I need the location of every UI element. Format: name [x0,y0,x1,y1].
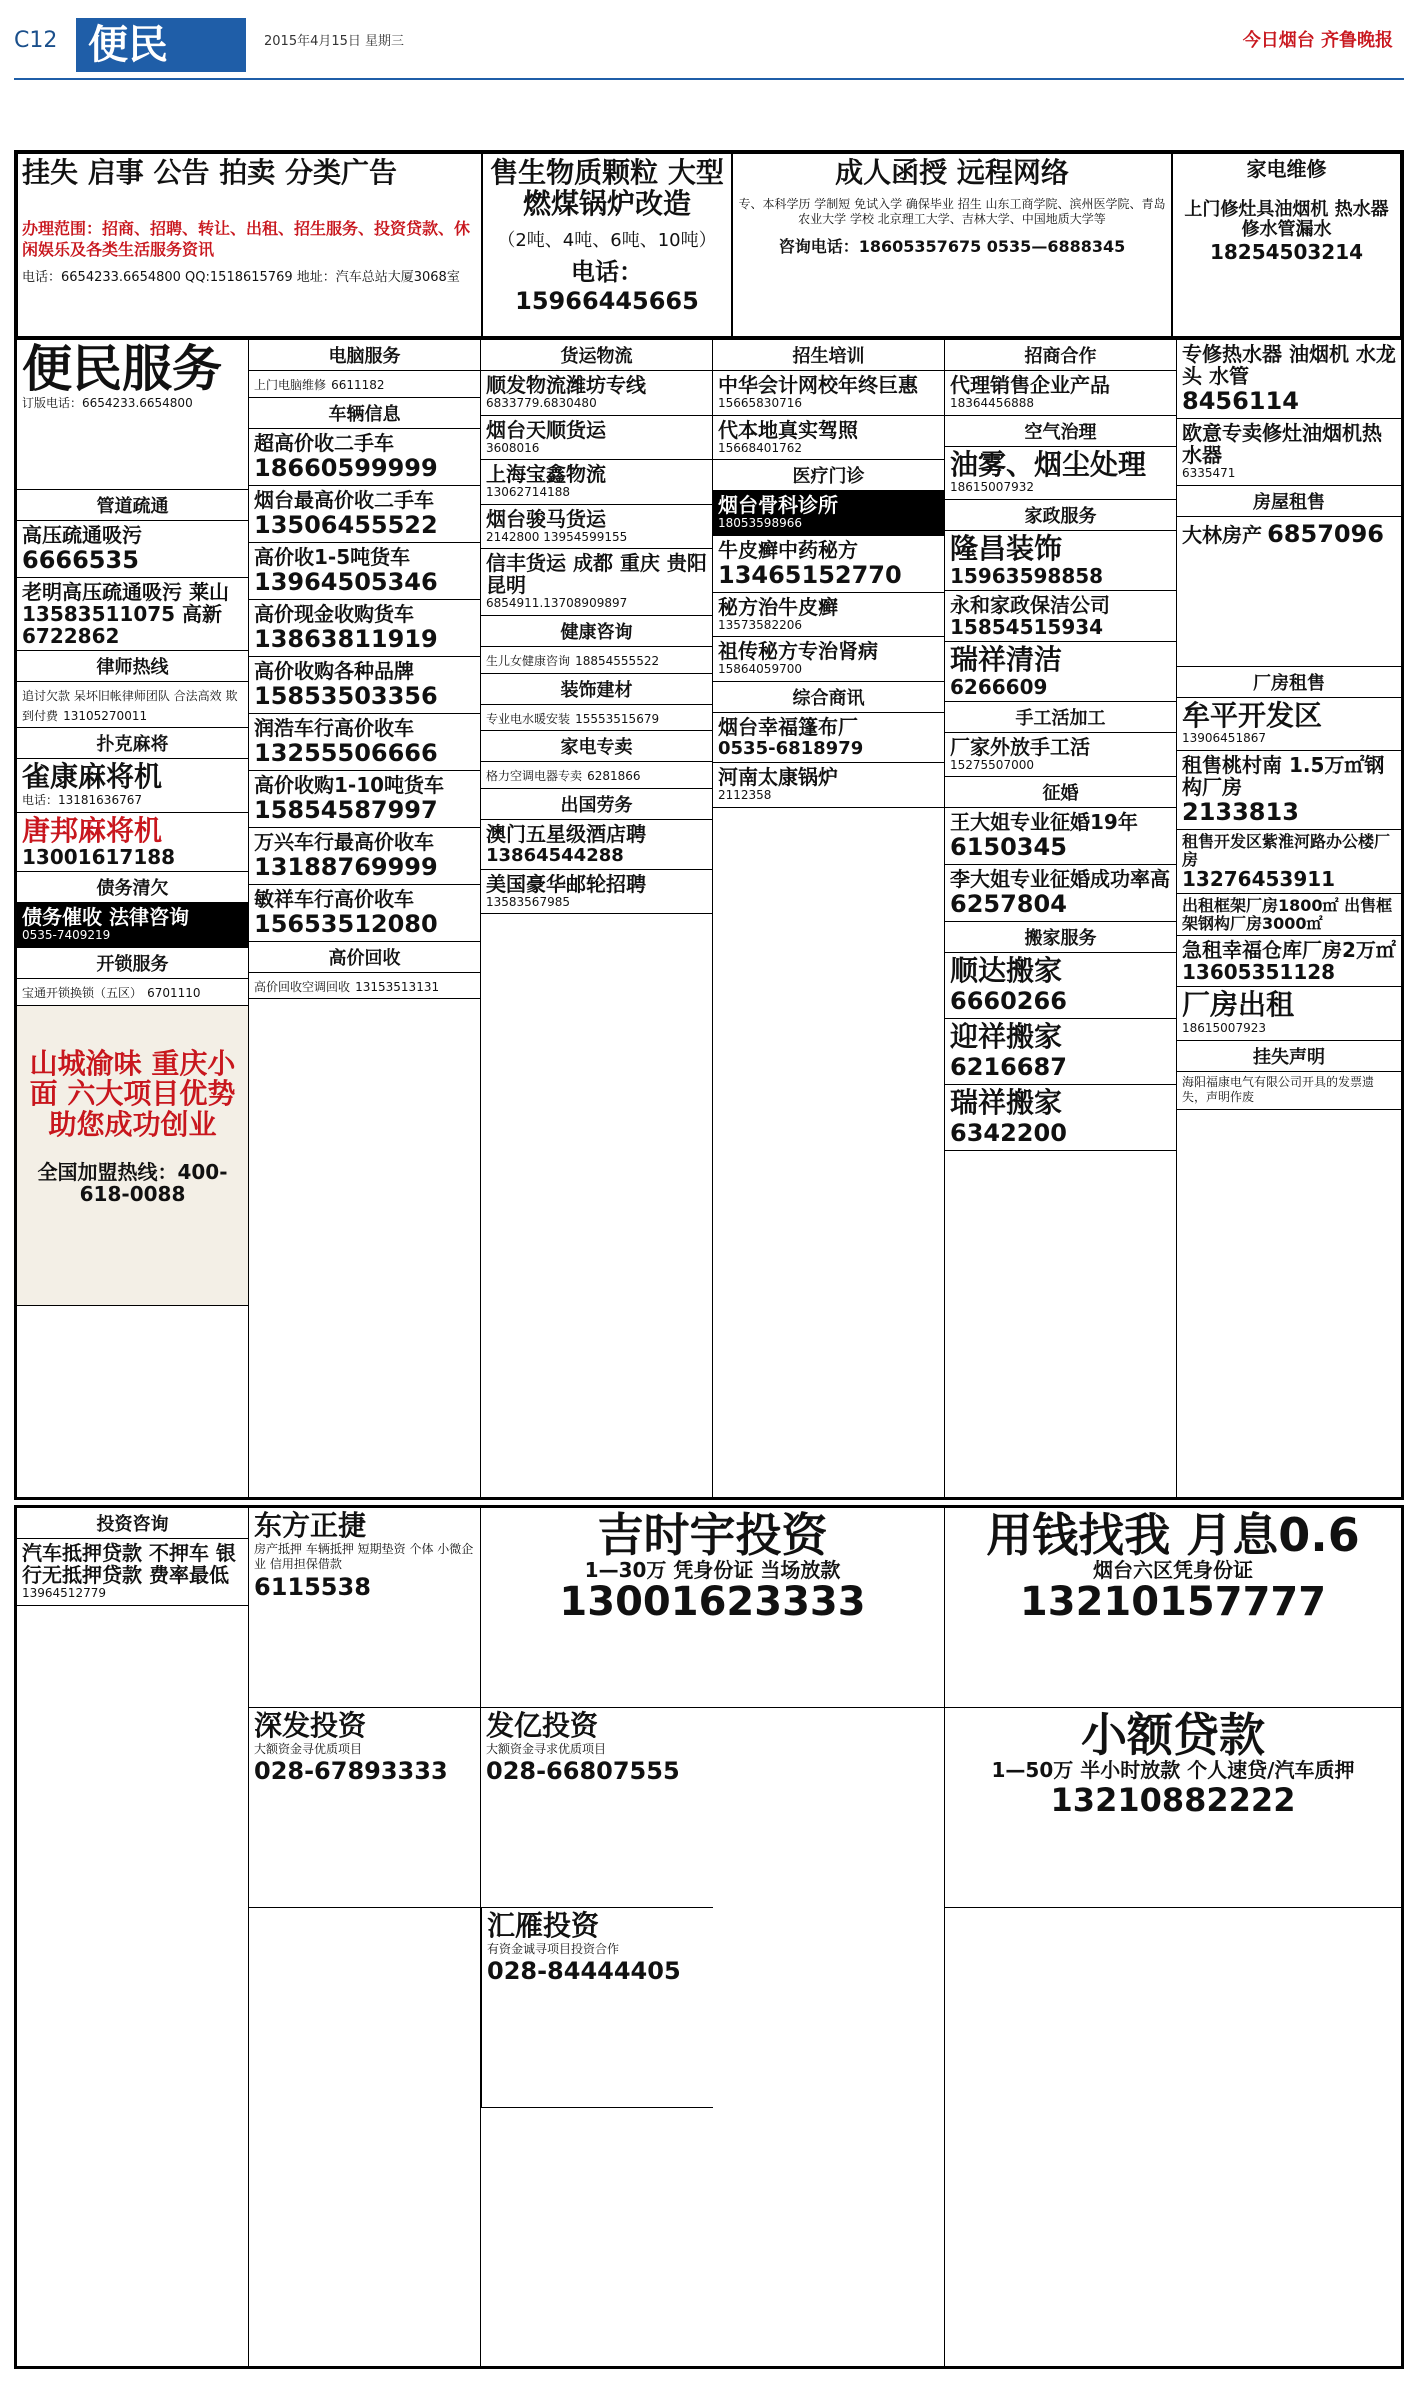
list-item: 追讨欠款 呆坏旧帐律师团队 合法高效 欺到付费 13105270011 [17,682,248,728]
list-item: 永和家政保洁公司 15854515934 [945,591,1176,642]
list-item: 专修热水器 油烟机 水龙头 水管 8456114 [1177,340,1401,419]
finance-ad: 小额贷款 1—50万 半小时放款 个人速贷/汽车质押 13210882222 [945,1708,1401,1908]
finance-ad: 汽车抵押贷款 不押车 银行无抵押贷款 费率最低 13964512779 [17,1539,248,1606]
column-5: 招商合作 代理销售企业产品 18364456888 空气治理 油雾、烟尘处理 18615007932 家政服务 隆昌装饰 15963598858 永和家政保洁公司 15854515934 瑞祥清洁 6266609 手工活加工 厂家外放手工活 15275507000 征婚 王大姐专业征婚19年 6150345 李大姐专业征婚成功率高 6257804 搬家服务 顺达搬家 6660266 迎祥搬家 6216687 瑞祥搬家 6342200 [945,340,1177,1497]
list-item: 高价收购1-10吨货车 15854587997 [249,771,480,828]
finance-ad: 用钱找我 月息0.6 烟台六区凭身份证 13210157777 [945,1508,1401,1708]
list-item: 牛皮癣中药秘方 13465152770 [713,536,944,593]
list-item: 烟台最高价收二手车 13506455522 [249,486,480,543]
list-item: 烟台骨科诊所 18053598966 [713,491,944,536]
list-item: 债务催收 法律咨询 0535-7409219 [17,903,248,948]
classified-columns [14,340,1404,1500]
list-item: 租售开发区紫淮河路办公楼厂房 13276453911 [1177,830,1401,894]
list-item: 烟台幸福篷布厂 0535-6818979 [713,713,944,763]
list-item: 瑞祥清洁 6266609 [945,642,1176,702]
list-item: 润浩车行高价收车 13255506666 [249,714,480,771]
list-item: 中华会计网校年终巨惠 15665830716 [713,371,944,416]
finance-column-1: 投资咨询 汽车抵押贷款 不押车 银行无抵押贷款 费率最低 13964512779 [17,1508,249,2366]
list-item: 上海宝鑫物流 13062714188 [481,460,712,505]
finance-column-2 [249,1508,481,2366]
list-item: 美国豪华邮轮招聘 13583567985 [481,870,712,915]
banner-ad-appliance-repair: 家电维修 上门修灶具油烟机 热水器修水管漏水 18254503214 [1172,153,1401,337]
list-item: 瑞祥搬家 6342200 [945,1085,1176,1151]
banner-ad-education: 成人函授 远程网络 专、本科学历 学制短 免试入学 确保毕业 招生 山东工商学院、滨州医学院、青岛农业大学 学校 北京理工大学、吉林大学、中国地质大学等 咨询电话：18605357675 0535—6888345 [732,153,1172,337]
list-item: 老明高压疏通吸污 莱山13583511075 高新6722862 [17,578,248,651]
list-item: 油雾、烟尘处理 18615007932 [945,447,1176,500]
list-item: 高压疏通吸污 6666535 [17,521,248,578]
list-item: 雀康麻将机 电话：13181636767 [17,759,248,812]
list-item: 河南太康锅炉 2112358 [713,763,944,808]
list-item: 王大姐专业征婚19年 6150345 [945,808,1176,865]
column-4: 招生培训 中华会计网校年终巨惠 15665830716 代本地真实驾照 15668401762 医疗门诊 烟台骨科诊所 18053598966 牛皮癣中药秘方 13465152770 秘方治牛皮癣 13573582206 祖传秘方专治肾病 15864059700 综合商讯 烟台幸福篷布厂 0535-6818979 河南太康锅炉 2112358 [713,340,945,1497]
finance-column-5-6 [945,1508,1401,2366]
finance-ad: 吉时宇投资 1—30万 凭身份证 当场放款 13001623333 [481,1508,944,1708]
list-item: 生儿女健康咨询 18854555522 [481,647,712,674]
list-item: 信丰货运 成都 重庆 贵阳 昆明 6854911.13708909897 [481,549,712,616]
list-item: 出租框架厂房1800㎡ 出售框架钢构厂房3000㎡ [1177,894,1401,936]
finance-column-3-4 [481,1508,945,2366]
list-item: 烟台天顺货运 3608016 [481,416,712,461]
banner-ad-classified: 挂失 启事 公告 拍卖 分类广告 办理范围：招商、招聘、转让、出租、招生服务、投资贷款、休闲娱乐及各类生活服务资讯 电话：6654233.6654800 QQ:1518615769 地址：汽车总站大厦3068室 [17,153,482,337]
noodle-ad: 山城渝味 重庆小面 六大项目优势助您成功创业 全国加盟热线：400-618-0088 [17,1006,248,1306]
list-item: 海阳福康电气有限公司开具的发票遗失，声明作废 [1177,1072,1401,1110]
section-title: 便民 [76,18,246,72]
list-item: 迎祥搬家 6216687 [945,1019,1176,1085]
finance-ads-section [14,1505,1404,2369]
column-3: 货运物流 顺发物流潍坊专线 6833779.6830480 烟台天顺货运 3608016 上海宝鑫物流 13062714188 烟台骏马货运 2142800 13954599155 信丰货运 成都 重庆 贵阳 昆明 6854911.13708909897 健康咨询 生儿女健康咨询 18854555522 装饰建材 专业电水暖安装 15553515679 家电专卖 格力空调电器专卖 6281866 出国劳务 澳门五星级酒店聘 13864544288 美国豪华邮轮招聘 13583567985 [481,340,713,1497]
list-item: 代理销售企业产品 18364456888 [945,371,1176,416]
list-item: 租售桃村南 1.5万㎡钢构厂房 2133813 [1177,751,1401,830]
finance-ad: 汇雁投资 有资金诚寻项目投资合作 028-84444405 [481,1908,713,2108]
list-item: 高价回收空调回收 13153513131 [249,973,480,1000]
list-item: 欧意专卖修灶油烟机热水器 6335471 [1177,419,1401,486]
page-header [0,0,1417,90]
list-item: 宝通开锁换锁（五区） 6701110 [17,979,248,1006]
list-item: 烟台骏马货运 2142800 13954599155 [481,505,712,550]
header-rule [14,78,1404,80]
list-item: 高价收1-5吨货车 13964505346 [249,543,480,600]
list-item: 厂家外放手工活 15275507000 [945,733,1176,778]
list-item: 万兴车行最高价收车 13188769999 [249,828,480,885]
list-item: 代本地真实驾照 15668401762 [713,416,944,461]
banner-ad-biomass: 售生物质颗粒 大型燃煤锅炉改造 （2吨、4吨、6吨、10吨） 电话：15966445665 [482,153,732,337]
column-title: 便民服务 [22,340,222,398]
list-item: 祖传秘方专治肾病 15864059700 [713,637,944,682]
issue-date: 2015年4月15日 星期三 [264,34,405,49]
list-item: 超高价收二手车 18660599999 [249,429,480,486]
list-item: 急租幸福仓库厂房2万㎡ 13605351128 [1177,936,1401,987]
finance-ad: 发亿投资 大额资金寻求优质项目 028-66807555 [481,1708,713,1908]
column-6: 专修热水器 油烟机 水龙头 水管 8456114 欧意专卖修灶油烟机热水器 6335471 房屋租售 大林房产 6857096 厂房租售 牟平开发区 13906451867 租售桃村南 1.5万㎡钢构厂房 2133813 租售开发区紫淮河路办公楼厂房 13276453911 出租框架厂房1800㎡ 出售框架钢构厂房3000㎡ 急租幸福仓库厂房2万㎡ 13605351128 厂房出租 18615007923 挂失声明 海阳福康电气有限公司开具的发票遗失，声明作废 [1177,340,1401,1497]
list-item: 高价收购各种品牌 15853503356 [249,657,480,714]
finance-ad: 深发投资 大额资金寻优质项目 028-67893333 [249,1708,480,1908]
list-item: 敏祥车行高价收车 15653512080 [249,885,480,942]
list-item: 上门电脑维修 6611182 [249,371,480,398]
page-number: C12 [14,28,58,53]
list-item: 澳门五星级酒店聘 13864544288 [481,820,712,870]
list-item: 李大姐专业征婚成功率高 6257804 [945,865,1176,922]
finance-ad: 东方正捷 房产抵押 车辆抵押 短期垫资 个体 小微企业 信用担保借款 6115538 [249,1508,480,1708]
top-banner-row [14,150,1404,340]
list-item: 专业电水暖安装 15553515679 [481,705,712,732]
column-2: 电脑服务 上门电脑维修 6611182 车辆信息 超高价收二手车 18660599999 烟台最高价收二手车 13506455522 高价收1-5吨货车 13964505346 高价现金收购货车 13863811919 高价收购各种品牌 15853503356 润浩车行高价收车 13255506666 高价收购1-10吨货车 15854587997 万兴车行最高价收车 13188769999 敏祥车行高价收车 15653512080 高价回收 高价回收空调回收 13153513131 [249,340,481,1497]
list-item: 秘方治牛皮癣 13573582206 [713,593,944,638]
newspaper-brand: 今日烟台 齐鲁晚报 [1242,30,1393,51]
list-item: 顺发物流潍坊专线 6833779.6830480 [481,371,712,416]
list-item: 隆昌装饰 15963598858 [945,531,1176,591]
list-item: 厂房出租 18615007923 [1177,987,1401,1040]
list-item: 牟平开发区 13906451867 [1177,698,1401,751]
list-item: 大林房产 6857096 [1177,517,1401,667]
list-item: 唐邦麻将机 13001617188 [17,813,248,873]
list-item: 顺达搬家 6660266 [945,953,1176,1019]
list-item: 高价现金收购货车 13863811919 [249,600,480,657]
list-item: 格力空调电器专卖 6281866 [481,762,712,789]
column-1: 便民服务 订版电话：6654233.6654800 管道疏通 高压疏通吸污 6666535 老明高压疏通吸污 莱山13583511075 高新6722862 律师热线 追讨欠款 呆坏旧帐律师团队 合法高效 欺到付费 13105270011 扑克麻将 雀康麻将机 电话：13181636767 唐邦麻将机 13001617188 债务清欠 债务催收 法律咨询 0535-7409219 开锁服务 宝通开锁换锁（五区） 6701110 山城渝味 重庆小面 六大项目优势助您成功创业 全国加盟热线：400-618-0088 [17,340,249,1497]
